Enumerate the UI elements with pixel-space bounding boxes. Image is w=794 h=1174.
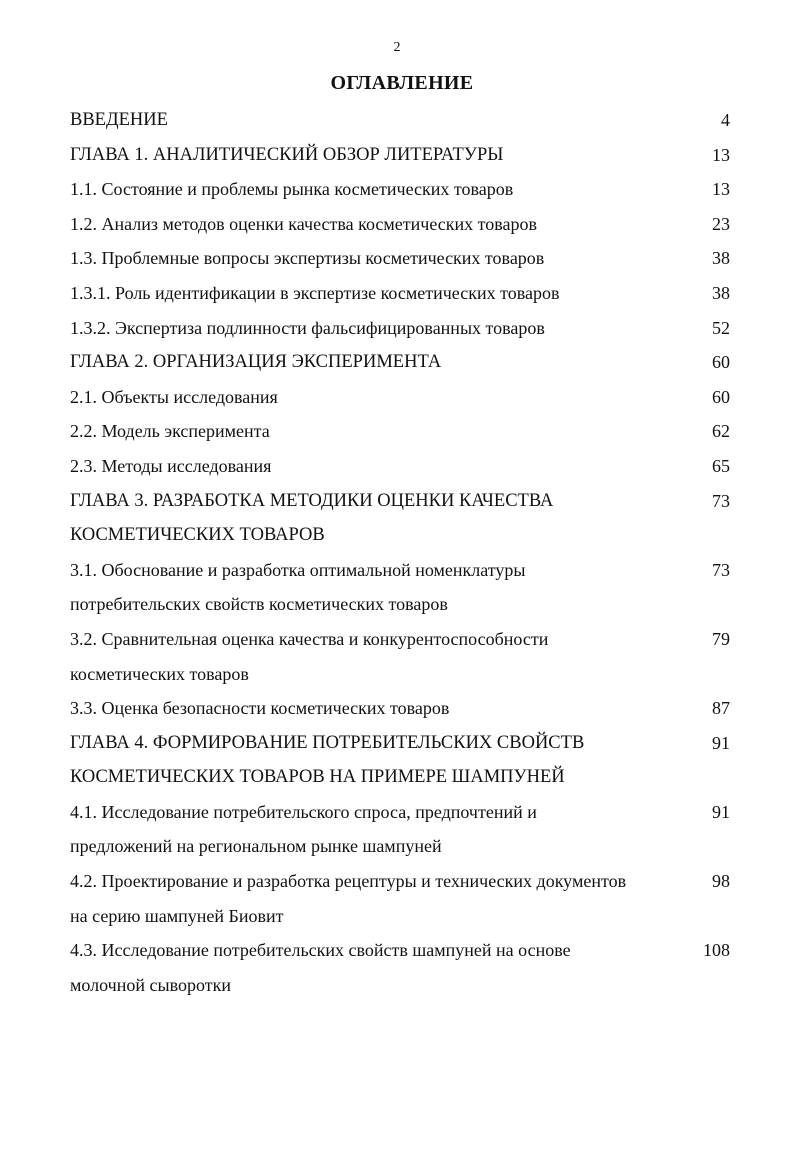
toc-entry-page-number: 38: [712, 282, 730, 303]
toc-entry-title: [70, 622, 680, 691]
toc-entry-title-line: 4.3. Исследование потребительских свойств шампуней на основе: [70, 940, 571, 961]
toc-entry-title: [70, 864, 680, 933]
toc-entry-title: [70, 172, 680, 207]
toc-entry-title-line: КОСМЕТИЧЕСКИХ ТОВАРОВ: [70, 525, 325, 546]
page-title: ОГЛАВЛЕНИЕ: [330, 72, 474, 94]
toc-entry-title-line: предложений на региональном рынке шампуней: [70, 836, 442, 857]
toc-entry-page-number: 62: [712, 421, 730, 442]
toc-entry-title: [70, 103, 680, 138]
toc-entry-title-line: ГЛАВА 2. ОРГАНИЗАЦИЯ ЭКСПЕРИМЕНТА: [70, 352, 442, 373]
toc-entry-title: [70, 241, 680, 276]
table-of-contents: [70, 103, 730, 1002]
toc-entry-title-line: 1.3. Проблемные вопросы экспертизы косметических товаров: [70, 248, 545, 269]
toc-entry-title-line: 2.2. Модель эксперимента: [70, 421, 270, 442]
toc-entry: [70, 484, 730, 553]
toc-entry-title-line: на серию шампуней Биовит: [70, 905, 284, 926]
toc-entry-title: [70, 553, 680, 622]
toc-entry-title-line: ВВЕДЕНИЕ: [70, 110, 168, 130]
toc-entry-title-line: 4.1. Исследование потребительского спроса, предпочтений и: [70, 801, 537, 822]
toc-entry: [70, 691, 730, 726]
toc-entry: [70, 103, 730, 138]
toc-entry-title-line: 3.2. Сравнительная оценка качества и конкурентоспособности: [70, 628, 549, 649]
toc-entry-title-line: 1.2. Анализ методов оценки качества косметических товаров: [70, 213, 538, 234]
toc-entry: [70, 207, 730, 242]
toc-entry-page-number: 13: [712, 144, 730, 165]
toc-entry-title-line: 1.1. Состояние и проблемы рынка косметических товаров: [70, 179, 514, 200]
toc-entry-title-line: ГЛАВА 3. РАЗРАБОТКА МЕТОДИКИ ОЦЕНКИ КАЧЕСТВА: [70, 490, 554, 511]
toc-entry-page-number: 87: [712, 698, 730, 719]
toc-entry-page-number: 13: [712, 179, 730, 200]
toc-entry-page-number: 73: [712, 559, 730, 580]
toc-entry-page-number: 91: [712, 801, 730, 822]
toc-entry-page-number: 108: [703, 940, 730, 961]
toc-entry-title: [70, 933, 680, 1002]
toc-entry: [70, 138, 730, 173]
toc-entry-title: [70, 726, 680, 795]
toc-entry: [70, 864, 730, 933]
toc-entry: [70, 241, 730, 276]
toc-entry-page-number: 91: [712, 732, 730, 753]
toc-entry-title-line: 2.1. Объекты исследования: [70, 386, 278, 407]
toc-entry: [70, 795, 730, 864]
toc-entry-title: [70, 138, 680, 173]
page-number: 2: [393, 40, 401, 55]
toc-entry-page-number: 60: [712, 386, 730, 407]
toc-entry-title: [70, 449, 680, 484]
toc-entry-page-number: 23: [712, 213, 730, 234]
toc-entry-title-line: 2.3. Методы исследования: [70, 455, 272, 476]
toc-entry-title: [70, 691, 680, 726]
toc-entry-title: [70, 414, 680, 449]
toc-entry-page-number: 98: [712, 871, 730, 892]
toc-entry-page-number: 79: [712, 628, 730, 649]
toc-entry-title-line: потребительских свойств косметических товаров: [70, 594, 448, 615]
toc-entry: [70, 933, 730, 1002]
toc-entry-title: [70, 207, 680, 242]
toc-entry-page-number: 73: [712, 490, 730, 511]
toc-entry-page-number: 38: [712, 248, 730, 269]
toc-entry: [70, 726, 730, 795]
toc-entry-title: [70, 380, 680, 415]
toc-entry-page-number: 60: [712, 352, 730, 373]
toc-entry: [70, 414, 730, 449]
toc-entry-title: [70, 311, 680, 346]
toc-entry-title: [70, 484, 680, 553]
toc-entry-title: [70, 795, 680, 864]
toc-entry: [70, 172, 730, 207]
toc-entry: [70, 553, 730, 622]
toc-entry-title-line: 1.3.1. Роль идентификации в экспертизе косметических товаров: [70, 282, 560, 303]
toc-entry-title-line: косметических товаров: [70, 663, 249, 684]
toc-entry-page-number: 4: [721, 110, 730, 130]
toc-entry: [70, 345, 730, 380]
toc-entry: [70, 380, 730, 415]
toc-entry-page-number: 52: [712, 317, 730, 338]
toc-entry-title-line: 3.3. Оценка безопасности косметических товаров: [70, 698, 450, 719]
toc-entry-title-line: 1.3.2. Экспертиза подлинности фальсифицированных товаров: [70, 317, 545, 338]
toc-entry-title-line: ГЛАВА 1. АНАЛИТИЧЕСКИЙ ОБЗОР ЛИТЕРАТУРЫ: [70, 144, 504, 165]
toc-entry: [70, 449, 730, 484]
toc-entry-title: [70, 276, 680, 311]
toc-entry-title: [70, 345, 680, 380]
toc-entry-page-number: 65: [712, 455, 730, 476]
toc-entry-title-line: ГЛАВА 4. ФОРМИРОВАНИЕ ПОТРЕБИТЕЛЬСКИХ СВОЙСТВ: [70, 732, 585, 753]
toc-entry: [70, 276, 730, 311]
toc-entry: [70, 622, 730, 691]
toc-entry: [70, 311, 730, 346]
toc-entry-title-line: 4.2. Проектирование и разработка рецептуры и технических документов: [70, 871, 627, 892]
toc-entry-title-line: молочной сыворотки: [70, 974, 231, 995]
toc-entry-title-line: КОСМЕТИЧЕСКИХ ТОВАРОВ НА ПРИМЕРЕ ШАМПУНЕЙ: [70, 767, 565, 788]
toc-entry-title-line: 3.1. Обоснование и разработка оптимальной номенклатуры: [70, 559, 526, 580]
